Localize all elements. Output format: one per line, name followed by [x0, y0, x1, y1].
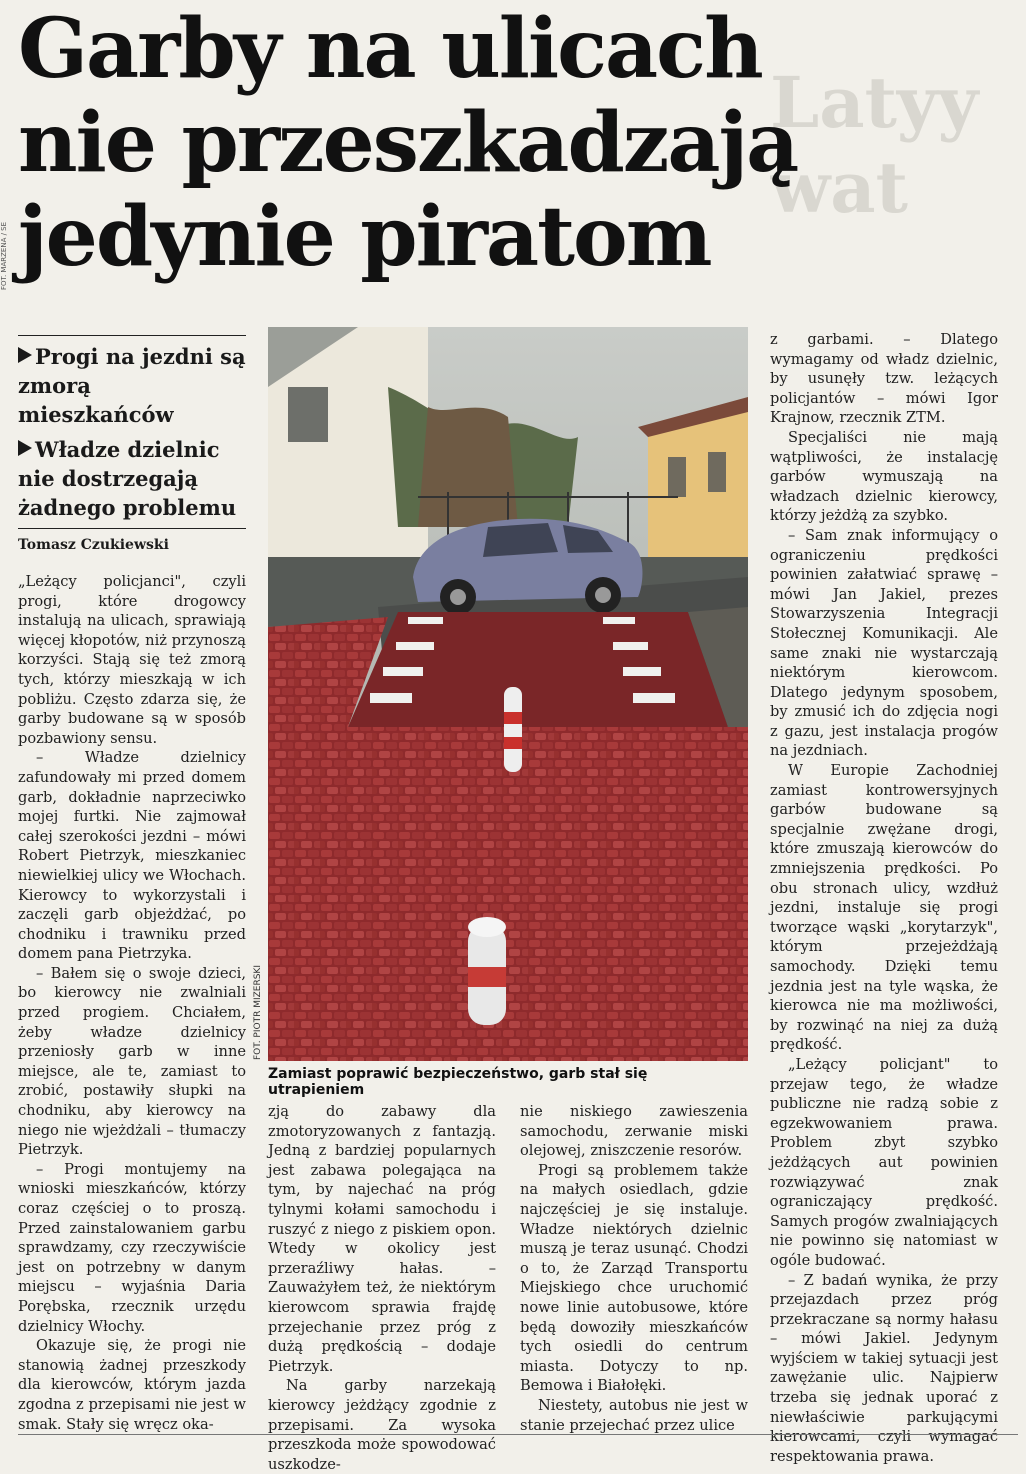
- headline: [18, 2, 818, 284]
- paragraph: „Leżący policjant" to przejaw tego, że władze publiczne nie radzą sobie z egzekwowaniem prawa. Problem zbyt szybko jeżdżących aut powinien rozwiązywać znak ograniczający prędkość. Samych progów zwalniających nie powinno się natomiast w ogóle budować.: [770, 1055, 998, 1269]
- adjacent-article-ghost-headline: Latyy wat: [770, 61, 979, 229]
- lead-2: Władze dzielnic nie dostrzegają żadnego problemu: [18, 437, 237, 520]
- article-column-3: [520, 1102, 748, 1435]
- photo-credit: FOT. PIOTR MIZERSKI: [253, 965, 263, 1060]
- lead-block: [18, 335, 246, 553]
- divider: [18, 335, 246, 336]
- paragraph: Okazuje się, że progi nie stanowią żadnej przeszkody dla kierowców, którym jazda zgodna z przepisami nie jest w smak. Stały się wręcz oka-: [18, 1337, 246, 1433]
- article-column-1: [18, 572, 246, 1434]
- paragraph: Progi są problemem także na małych osiedlach, gdzie najczęściej je się instaluje. Władze niektórych dzielnic muszą je teraz usunąć. Chodzi o to, że Zarząd Transportu Miejskiego chce uruchomić nowe linie autobusowe, które będą dowoziły mieszkańców tych osiedli do centrum miasta. Dotyczy to np. Bemowa i Białołęki.: [520, 1161, 748, 1395]
- paragraph: Specjaliści nie mają wątpliwości, że instalację garbów wymuszają na władzach dzielnic kierowcy, którzy jeżdżą za szybko.: [770, 428, 998, 525]
- paragraph: – Progi montujemy na wnioski mieszkańców, którzy coraz częściej o to proszą. Przed zainstalowaniem garbu sprawdzamy, czy rzeczywiście jest on potrzebny w danym miejscu – wyjaśnia Daria Porębska, rzecznik urzędu dzielnicy Włochy.: [18, 1160, 246, 1335]
- author-byline: Tomasz Czukiewski: [18, 528, 246, 553]
- paragraph: – Z badań wynika, że przy przejazdach przez próg przekraczane są normy hałasu – mówi Jakiel. Jedynym wyjściem w takiej sytuacji jest zawężanie ulic. Najpierw trzeba się jednak uporać z niewłaściwie parkującymi kierowcami, czyli wymagać respektowania prawa.: [770, 1271, 998, 1465]
- article-photo: [268, 327, 748, 1061]
- paragraph: nie niskiego zawieszenia samochodu, zerwanie miski olejowej, zniszczenie resorów.: [520, 1103, 748, 1160]
- headline-line-2: nie przeszkadzają: [18, 95, 798, 191]
- speed-bump-photo: [268, 327, 748, 1061]
- paragraph: zją do zabawy dla zmotoryzowanych z fantazją. Jedną z bardziej popularnych jest zabawa polegająca na tym, by najechać na próg tylnymi kołami samochodu i ruszyć z niego z piskiem opon. Wtedy w okolicy jest przeraźliwy hałas. – Zauważyłem też, że niektórym kierowcom sprawia frajdę przejechanie przez próg z dużą prędkością – dodaje Pietrzyk.: [268, 1103, 496, 1375]
- triangle-bullet-icon: [18, 440, 32, 456]
- bollard: [504, 687, 522, 772]
- paragraph: – Władze dzielnicy zafundowały mi przed domem garb, dokładnie naprzeciwko mojej furtki. Nie zajmował całej szerokości jezdni – mówi Robert Pietrzyk, mieszkaniec niewielkiej ulicy we Włochach. Kierowcy to wykorzystali i zaczęli garb objeżdżać, po chodniku i trawniku przed domem pana Pietrzyka.: [18, 749, 246, 963]
- paragraph: z garbami. – Dlatego wymagamy od władz dzielnic, by usunęły tzw. leżących policjantów – mówi Igor Krajnow, rzecznik ZTM.: [770, 331, 998, 427]
- paragraph: – Bałem się o swoje dzieci, bo kierowcy nie zwalniali przed progiem. Chciałem, żeby władze dzielnicy przeniosły garb w inne miejsce, ale te, zamiast to zrobić, postawiły słupki na chodniku, aby kierowcy na niego nie wjeżdżali – tłumaczy Pietrzyk.: [18, 964, 246, 1159]
- article-column-4: [770, 330, 998, 1466]
- side-photo-credit: FOT. MARZENA / SE: [0, 221, 8, 290]
- paragraph: Na garby narzekają kierowcy jeżdżący zgodnie z przepisami. Za wysoka przeszkoda może spowodować uszkodze-: [268, 1377, 496, 1473]
- lead-1: Progi na jezdni są zmorą mieszkańców: [18, 344, 246, 427]
- photo-caption: Zamiast poprawić bezpieczeństwo, garb stał się utrapieniem: [268, 1066, 648, 1098]
- bollard: [468, 917, 506, 1025]
- triangle-bullet-icon: [18, 347, 32, 363]
- paragraph: W Europie Zachodniej zamiast kontrowersyjnych garbów budowane są specjalnie zwężane drogi, które zmuszają kierowców do zmniejszenia prędkości. Po obu stronach ulicy, wzdłuż jezdni, instaluje się progi tworzące wąski „korytarzyk", którym przejeżdżają samochody. Dzięki temu jezdnia jest na tyle wąska, że kierowca nie ma możliwości, by rozwinąć na niej za dużą prędkość.: [770, 762, 998, 1054]
- headline-line-3: jedynie piratom: [18, 189, 711, 285]
- divider: [18, 1434, 1018, 1435]
- article-column-2: [268, 1102, 496, 1474]
- paragraph: „Leżący policjanci", czyli progi, które drogowcy instalują na ulicach, sprawiają więcej kłopotów, niż przynoszą korzyści. Stają się też zmorą tych, którzy mieszkają w ich pobliżu. Często zdarza się, że garby budowane są w sposób pozbawiony sensu.: [18, 573, 246, 747]
- paragraph: – Sam znak informujący o ograniczeniu prędkości powinien załatwiać sprawę – mówi Jan Jakiel, prezes Stowarzyszenia Integracji Stołecznej Komunikacji. Ale same znaki nie wystarczają niektórym kierowcom. Dlatego jedynym sposobem, by zmusić ich do zdjęcia nogi z gazu, jest instalacja progów na jezdniach.: [770, 526, 998, 760]
- paragraph: Niestety, autobus nie jest w stanie przejechać przez ulice: [520, 1396, 748, 1434]
- headline-line-1: Garby na ulicach: [18, 1, 762, 97]
